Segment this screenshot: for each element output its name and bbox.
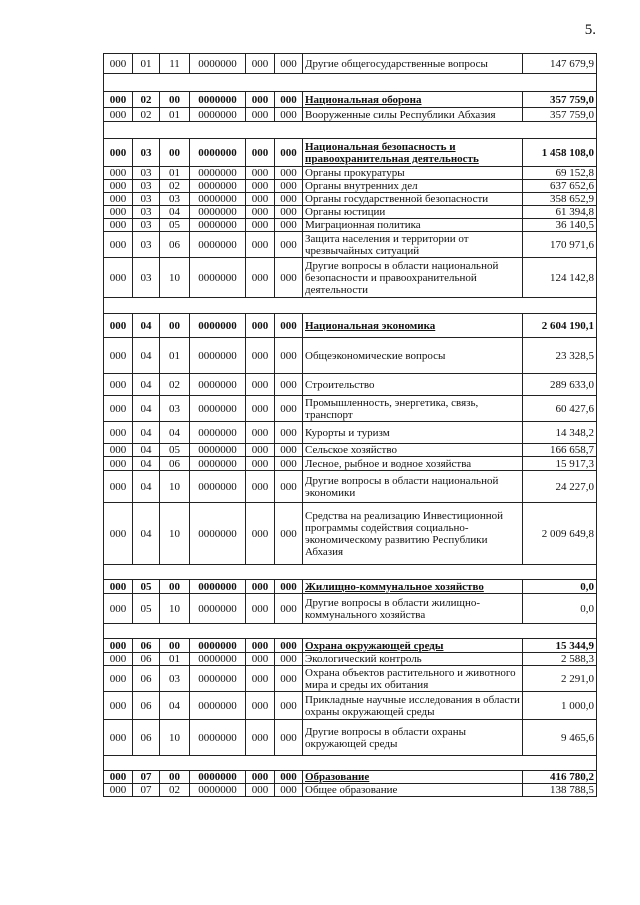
section-code-cell: 04 — [133, 503, 160, 565]
description-cell: Жилищно-коммунальное хозяйство — [303, 580, 523, 594]
table-row — [104, 219, 597, 232]
admin-code-cell: 000 — [104, 92, 133, 108]
subsection-code-cell: 04 — [160, 692, 190, 720]
expense-type-cell: 000 — [246, 771, 275, 784]
description-cell: Сельское хозяйство — [303, 444, 523, 457]
section-code-cell: 04 — [133, 471, 160, 503]
spacer-cell — [104, 565, 597, 580]
article-code-cell: 0000000 — [190, 444, 246, 457]
amount-cell: 2 588,3 — [523, 653, 597, 666]
expense-type-cell: 000 — [246, 374, 275, 396]
section-total-row — [104, 92, 597, 108]
expense-type-cell: 000 — [246, 784, 275, 797]
description-cell: Другие вопросы в области охраны окружающей среды — [303, 720, 523, 756]
table-row — [104, 206, 597, 219]
kosgu-code-cell: 000 — [275, 314, 303, 338]
kosgu-code-cell: 000 — [275, 653, 303, 666]
kosgu-code-cell: 000 — [275, 580, 303, 594]
subsection-code-cell: 05 — [160, 219, 190, 232]
description-cell: Другие вопросы в области национальной безопасности и правоохранительной деятельности — [303, 258, 523, 298]
expense-type-cell: 000 — [246, 338, 275, 374]
kosgu-code-cell: 000 — [275, 338, 303, 374]
article-code-cell: 0000000 — [190, 666, 246, 692]
expense-type-cell: 000 — [246, 444, 275, 457]
spacer-cell — [104, 756, 597, 771]
table-row — [104, 594, 597, 624]
kosgu-code-cell: 000 — [275, 54, 303, 74]
admin-code-cell: 000 — [104, 471, 133, 503]
article-code-cell: 0000000 — [190, 653, 246, 666]
admin-code-cell: 000 — [104, 422, 133, 444]
article-code-cell: 0000000 — [190, 206, 246, 219]
subsection-code-cell: 01 — [160, 167, 190, 180]
section-code-cell: 04 — [133, 314, 160, 338]
article-code-cell: 0000000 — [190, 422, 246, 444]
article-code-cell: 0000000 — [190, 639, 246, 653]
admin-code-cell: 000 — [104, 374, 133, 396]
kosgu-code-cell: 000 — [275, 180, 303, 193]
article-code-cell: 0000000 — [190, 193, 246, 206]
table-row — [104, 108, 597, 122]
spacer-cell — [104, 74, 597, 92]
subsection-code-cell: 03 — [160, 396, 190, 422]
page-number: 5. — [584, 22, 596, 38]
kosgu-code-cell: 000 — [275, 92, 303, 108]
admin-code-cell: 000 — [104, 784, 133, 797]
subsection-code-cell: 00 — [160, 92, 190, 108]
subsection-code-cell: 10 — [160, 471, 190, 503]
description-cell: Национальная безопасность и правоохранительная деятельность — [303, 139, 523, 167]
subsection-code-cell: 10 — [160, 503, 190, 565]
amount-cell: 0,0 — [523, 594, 597, 624]
amount-cell: 166 658,7 — [523, 444, 597, 457]
description-cell: Органы внутренних дел — [303, 180, 523, 193]
section-code-cell: 04 — [133, 444, 160, 457]
kosgu-code-cell: 000 — [275, 771, 303, 784]
table-row — [104, 666, 597, 692]
section-total-row — [104, 639, 597, 653]
subsection-code-cell: 06 — [160, 232, 190, 258]
section-code-cell: 04 — [133, 374, 160, 396]
subsection-code-cell: 04 — [160, 422, 190, 444]
admin-code-cell: 000 — [104, 692, 133, 720]
admin-code-cell: 000 — [104, 396, 133, 422]
section-total-row — [104, 580, 597, 594]
kosgu-code-cell: 000 — [275, 594, 303, 624]
section-code-cell: 06 — [133, 692, 160, 720]
table-row — [104, 193, 597, 206]
section-code-cell: 03 — [133, 232, 160, 258]
section-code-cell: 04 — [133, 338, 160, 374]
section-code-cell: 03 — [133, 219, 160, 232]
description-cell: Курорты и туризм — [303, 422, 523, 444]
article-code-cell: 0000000 — [190, 720, 246, 756]
kosgu-code-cell: 000 — [275, 108, 303, 122]
description-cell: Национальная оборона — [303, 92, 523, 108]
kosgu-code-cell: 000 — [275, 720, 303, 756]
article-code-cell: 0000000 — [190, 338, 246, 374]
spacer-row — [104, 122, 597, 139]
expense-type-cell: 000 — [246, 219, 275, 232]
subsection-code-cell: 03 — [160, 666, 190, 692]
section-code-cell: 03 — [133, 206, 160, 219]
section-code-cell: 07 — [133, 771, 160, 784]
subsection-code-cell: 04 — [160, 206, 190, 219]
expense-type-cell: 000 — [246, 396, 275, 422]
expense-type-cell: 000 — [246, 193, 275, 206]
kosgu-code-cell: 000 — [275, 206, 303, 219]
budget-table — [103, 53, 597, 797]
amount-cell: 9 465,6 — [523, 720, 597, 756]
article-code-cell: 0000000 — [190, 396, 246, 422]
amount-cell: 124 142,8 — [523, 258, 597, 298]
article-code-cell: 0000000 — [190, 258, 246, 298]
expense-type-cell: 000 — [246, 594, 275, 624]
article-code-cell: 0000000 — [190, 167, 246, 180]
admin-code-cell: 000 — [104, 666, 133, 692]
description-cell: Органы юстиции — [303, 206, 523, 219]
amount-cell: 637 652,6 — [523, 180, 597, 193]
kosgu-code-cell: 000 — [275, 422, 303, 444]
amount-cell: 24 227,0 — [523, 471, 597, 503]
admin-code-cell: 000 — [104, 771, 133, 784]
table-row — [104, 167, 597, 180]
admin-code-cell: 000 — [104, 167, 133, 180]
table-row — [104, 444, 597, 457]
section-total-row — [104, 771, 597, 784]
amount-cell: 69 152,8 — [523, 167, 597, 180]
kosgu-code-cell: 000 — [275, 692, 303, 720]
kosgu-code-cell: 000 — [275, 219, 303, 232]
table-row — [104, 457, 597, 471]
section-code-cell: 04 — [133, 457, 160, 471]
description-cell: Общеэкономические вопросы — [303, 338, 523, 374]
kosgu-code-cell: 000 — [275, 167, 303, 180]
admin-code-cell: 000 — [104, 219, 133, 232]
admin-code-cell: 000 — [104, 653, 133, 666]
subsection-code-cell: 03 — [160, 193, 190, 206]
description-cell: Органы государственной безопасности — [303, 193, 523, 206]
section-code-cell: 04 — [133, 422, 160, 444]
table-row — [104, 396, 597, 422]
section-code-cell: 06 — [133, 666, 160, 692]
section-code-cell: 02 — [133, 92, 160, 108]
amount-cell: 170 971,6 — [523, 232, 597, 258]
section-code-cell: 03 — [133, 180, 160, 193]
spacer-row — [104, 298, 597, 314]
section-code-cell: 03 — [133, 139, 160, 167]
article-code-cell: 0000000 — [190, 54, 246, 74]
amount-cell: 61 394,8 — [523, 206, 597, 219]
subsection-code-cell: 00 — [160, 639, 190, 653]
expense-type-cell: 000 — [246, 580, 275, 594]
description-cell: Промышленность, энергетика, связь, транспорт — [303, 396, 523, 422]
section-code-cell: 07 — [133, 784, 160, 797]
subsection-code-cell: 11 — [160, 54, 190, 74]
description-cell: Образование — [303, 771, 523, 784]
subsection-code-cell: 02 — [160, 784, 190, 797]
amount-cell: 357 759,0 — [523, 108, 597, 122]
subsection-code-cell: 00 — [160, 580, 190, 594]
kosgu-code-cell: 000 — [275, 139, 303, 167]
spacer-row — [104, 74, 597, 92]
subsection-code-cell: 02 — [160, 180, 190, 193]
expense-type-cell: 000 — [246, 457, 275, 471]
expense-type-cell: 000 — [246, 180, 275, 193]
section-code-cell: 03 — [133, 258, 160, 298]
amount-cell: 2 291,0 — [523, 666, 597, 692]
spacer-cell — [104, 624, 597, 639]
section-total-row — [104, 314, 597, 338]
description-cell: Прикладные научные исследования в области охраны окружающей среды — [303, 692, 523, 720]
subsection-code-cell: 10 — [160, 594, 190, 624]
amount-cell: 60 427,6 — [523, 396, 597, 422]
subsection-code-cell: 05 — [160, 444, 190, 457]
amount-cell: 15 917,3 — [523, 457, 597, 471]
table-row — [104, 180, 597, 193]
amount-cell: 138 788,5 — [523, 784, 597, 797]
article-code-cell: 0000000 — [190, 692, 246, 720]
expense-type-cell: 000 — [246, 666, 275, 692]
description-cell: Лесное, рыбное и водное хозяйства — [303, 457, 523, 471]
admin-code-cell: 000 — [104, 594, 133, 624]
kosgu-code-cell: 000 — [275, 258, 303, 298]
article-code-cell: 0000000 — [190, 219, 246, 232]
section-code-cell: 05 — [133, 594, 160, 624]
section-code-cell: 05 — [133, 580, 160, 594]
section-code-cell: 04 — [133, 396, 160, 422]
expense-type-cell: 000 — [246, 422, 275, 444]
kosgu-code-cell: 000 — [275, 666, 303, 692]
subsection-code-cell: 00 — [160, 771, 190, 784]
subsection-code-cell: 01 — [160, 338, 190, 374]
amount-cell: 147 679,9 — [523, 54, 597, 74]
kosgu-code-cell: 000 — [275, 444, 303, 457]
description-cell: Охрана окружающей среды — [303, 639, 523, 653]
table-row — [104, 471, 597, 503]
article-code-cell: 0000000 — [190, 139, 246, 167]
subsection-code-cell: 00 — [160, 314, 190, 338]
admin-code-cell: 000 — [104, 193, 133, 206]
kosgu-code-cell: 000 — [275, 193, 303, 206]
admin-code-cell: 000 — [104, 444, 133, 457]
admin-code-cell: 000 — [104, 180, 133, 193]
amount-cell: 14 348,2 — [523, 422, 597, 444]
section-code-cell: 06 — [133, 720, 160, 756]
description-cell: Защита населения и территории от чрезвычайных ситуаций — [303, 232, 523, 258]
kosgu-code-cell: 000 — [275, 471, 303, 503]
table-row — [104, 258, 597, 298]
expense-type-cell: 000 — [246, 232, 275, 258]
amount-cell: 0,0 — [523, 580, 597, 594]
amount-cell: 36 140,5 — [523, 219, 597, 232]
description-cell: Экологический контроль — [303, 653, 523, 666]
table-row — [104, 232, 597, 258]
section-total-row — [104, 139, 597, 167]
expense-type-cell: 000 — [246, 639, 275, 653]
section-code-cell: 06 — [133, 653, 160, 666]
table-row — [104, 692, 597, 720]
article-code-cell: 0000000 — [190, 503, 246, 565]
admin-code-cell: 000 — [104, 314, 133, 338]
subsection-code-cell: 10 — [160, 258, 190, 298]
article-code-cell: 0000000 — [190, 580, 246, 594]
amount-cell: 289 633,0 — [523, 374, 597, 396]
admin-code-cell: 000 — [104, 338, 133, 374]
kosgu-code-cell: 000 — [275, 457, 303, 471]
admin-code-cell: 000 — [104, 139, 133, 167]
article-code-cell: 0000000 — [190, 471, 246, 503]
admin-code-cell: 000 — [104, 639, 133, 653]
table-row — [104, 503, 597, 565]
table-row — [104, 422, 597, 444]
amount-cell: 2 604 190,1 — [523, 314, 597, 338]
expense-type-cell: 000 — [246, 471, 275, 503]
expense-type-cell: 000 — [246, 692, 275, 720]
article-code-cell: 0000000 — [190, 92, 246, 108]
admin-code-cell: 000 — [104, 258, 133, 298]
spacer-row — [104, 756, 597, 771]
article-code-cell: 0000000 — [190, 232, 246, 258]
kosgu-code-cell: 000 — [275, 396, 303, 422]
amount-cell: 358 652,9 — [523, 193, 597, 206]
description-cell: Строительство — [303, 374, 523, 396]
section-code-cell: 02 — [133, 108, 160, 122]
subsection-code-cell: 01 — [160, 653, 190, 666]
table-row — [104, 784, 597, 797]
admin-code-cell: 000 — [104, 457, 133, 471]
table-row — [104, 374, 597, 396]
table-row — [104, 338, 597, 374]
expense-type-cell: 000 — [246, 92, 275, 108]
description-cell: Общее образование — [303, 784, 523, 797]
expense-type-cell: 000 — [246, 258, 275, 298]
article-code-cell: 0000000 — [190, 784, 246, 797]
article-code-cell: 0000000 — [190, 180, 246, 193]
article-code-cell: 0000000 — [190, 314, 246, 338]
subsection-code-cell: 06 — [160, 457, 190, 471]
expense-type-cell: 000 — [246, 54, 275, 74]
amount-cell: 1 458 108,0 — [523, 139, 597, 167]
amount-cell: 416 780,2 — [523, 771, 597, 784]
article-code-cell: 0000000 — [190, 374, 246, 396]
description-cell: Вооруженные силы Республики Абхазия — [303, 108, 523, 122]
amount-cell: 357 759,0 — [523, 92, 597, 108]
section-code-cell: 01 — [133, 54, 160, 74]
spacer-row — [104, 565, 597, 580]
description-cell: Национальная экономика — [303, 314, 523, 338]
admin-code-cell: 000 — [104, 503, 133, 565]
table-row — [104, 54, 597, 74]
kosgu-code-cell: 000 — [275, 232, 303, 258]
subsection-code-cell: 02 — [160, 374, 190, 396]
description-cell: Охрана объектов растительного и животного мира и среды их обитания — [303, 666, 523, 692]
expense-type-cell: 000 — [246, 503, 275, 565]
kosgu-code-cell: 000 — [275, 784, 303, 797]
article-code-cell: 0000000 — [190, 594, 246, 624]
description-cell: Другие вопросы в области национальной экономики — [303, 471, 523, 503]
table-row — [104, 653, 597, 666]
amount-cell: 1 000,0 — [523, 692, 597, 720]
spacer-cell — [104, 298, 597, 314]
expense-type-cell: 000 — [246, 314, 275, 338]
expense-type-cell: 000 — [246, 653, 275, 666]
description-cell: Органы прокуратуры — [303, 167, 523, 180]
description-cell: Другие вопросы в области жилищно-коммунального хозяйства — [303, 594, 523, 624]
expense-type-cell: 000 — [246, 108, 275, 122]
admin-code-cell: 000 — [104, 108, 133, 122]
admin-code-cell: 000 — [104, 54, 133, 74]
admin-code-cell: 000 — [104, 720, 133, 756]
amount-cell: 23 328,5 — [523, 338, 597, 374]
kosgu-code-cell: 000 — [275, 503, 303, 565]
amount-cell: 2 009 649,8 — [523, 503, 597, 565]
subsection-code-cell: 10 — [160, 720, 190, 756]
article-code-cell: 0000000 — [190, 771, 246, 784]
expense-type-cell: 000 — [246, 139, 275, 167]
subsection-code-cell: 00 — [160, 139, 190, 167]
section-code-cell: 03 — [133, 167, 160, 180]
section-code-cell: 06 — [133, 639, 160, 653]
kosgu-code-cell: 000 — [275, 639, 303, 653]
amount-cell: 15 344,9 — [523, 639, 597, 653]
kosgu-code-cell: 000 — [275, 374, 303, 396]
admin-code-cell: 000 — [104, 206, 133, 219]
admin-code-cell: 000 — [104, 580, 133, 594]
table-row — [104, 720, 597, 756]
admin-code-cell: 000 — [104, 232, 133, 258]
expense-type-cell: 000 — [246, 720, 275, 756]
subsection-code-cell: 01 — [160, 108, 190, 122]
spacer-cell — [104, 122, 597, 139]
article-code-cell: 0000000 — [190, 108, 246, 122]
article-code-cell: 0000000 — [190, 457, 246, 471]
description-cell: Миграционная политика — [303, 219, 523, 232]
spacer-row — [104, 624, 597, 639]
expense-type-cell: 000 — [246, 167, 275, 180]
description-cell: Другие общегосударственные вопросы — [303, 54, 523, 74]
section-code-cell: 03 — [133, 193, 160, 206]
expense-type-cell: 000 — [246, 206, 275, 219]
description-cell: Средства на реализацию Инвестиционной программы содействия социально-экономическому развитию Республики Абхазия — [303, 503, 523, 565]
